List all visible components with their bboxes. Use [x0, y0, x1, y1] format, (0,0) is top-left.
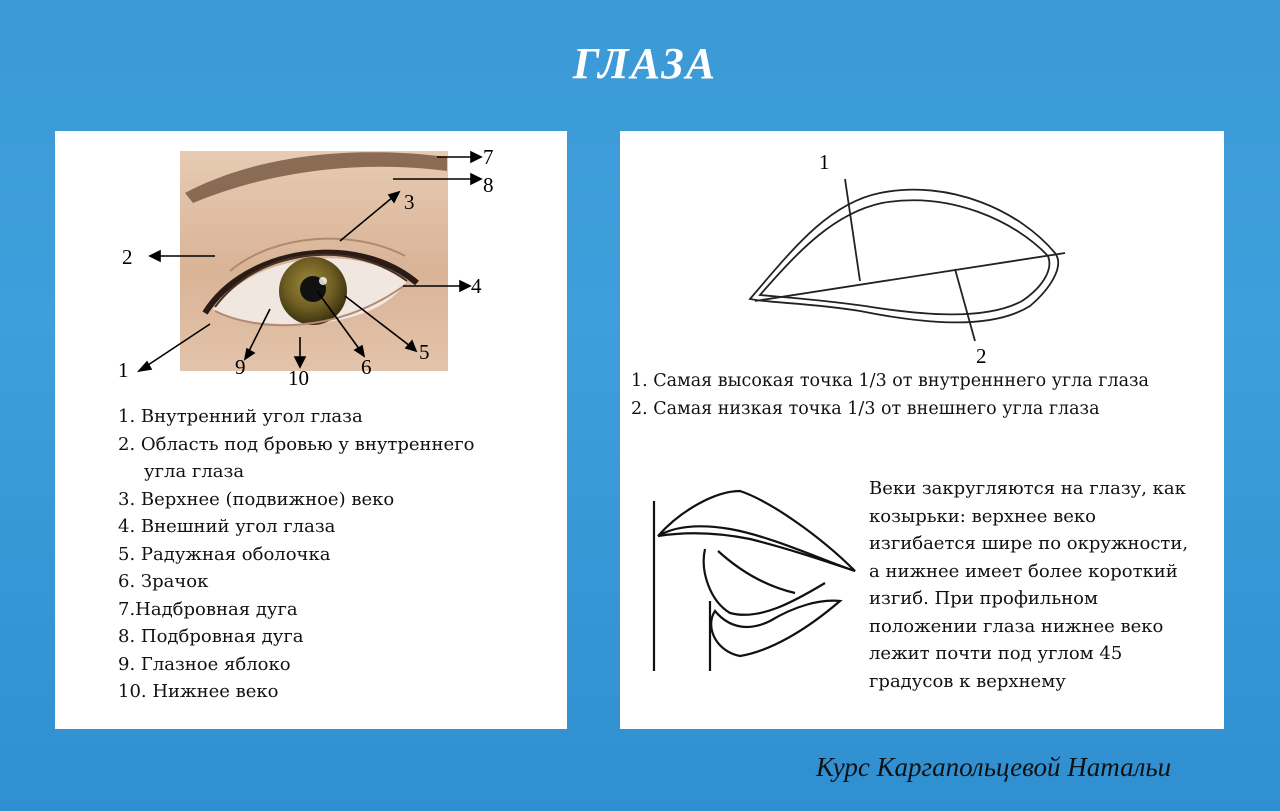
- description-line: изгиб. При профильном: [869, 588, 1098, 609]
- description-line: градусов к верхнему: [869, 670, 1066, 692]
- list-item: 2. Область под бровью у внутреннего: [118, 433, 475, 455]
- description-line: положении глаза нижнее веко: [869, 615, 1164, 637]
- course-credit: Курс Каргапольцевой Натальи: [816, 752, 1172, 782]
- eye-shape-panel: [620, 131, 1224, 729]
- photo-label-10: 10: [288, 366, 309, 390]
- eye-shape-notes: [631, 368, 1149, 423]
- diagram-label-1: 1: [819, 150, 830, 174]
- note-lowest-point: 2. Самая низкая точка 1/3 от внешнего угла глаза: [631, 398, 1100, 419]
- page-title: ГЛАЗА: [572, 39, 718, 88]
- list-item: 6. Зрачок: [118, 571, 209, 592]
- list-item: угла глаза: [144, 461, 245, 482]
- note-highest-point: 1. Самая высокая точка 1/3 от внутренннего угла глаза: [631, 371, 1149, 391]
- photo-label-8: 8: [483, 173, 494, 197]
- description-line: лежит почти под углом 45: [869, 643, 1123, 664]
- list-item: 10. Нижнее веко: [118, 681, 279, 702]
- photo-label-2: 2: [122, 245, 133, 269]
- description-line: козырьки: верхнее веко: [869, 505, 1096, 527]
- list-item: 1. Внутренний угол глаза: [118, 406, 363, 427]
- lowest-point-line: [955, 269, 975, 341]
- list-item: 9. Глазное яблоко: [118, 653, 291, 675]
- photo-label-5: 5: [419, 340, 430, 364]
- photo-label-6: 6: [361, 355, 372, 379]
- photo-label-4: 4: [471, 274, 482, 298]
- list-item: 3. Верхнее (подвижное) веко: [118, 488, 395, 510]
- description-line: изгибается шире по окружности,: [869, 533, 1189, 554]
- description-line: Веки закругляются на глазу, как: [869, 478, 1186, 499]
- eyelid-description: [869, 475, 1219, 695]
- eye-outline-inner: [760, 200, 1049, 314]
- photo-label-1: 1: [118, 358, 129, 382]
- list-item: 5. Радужная оболочка: [118, 543, 331, 565]
- photo-label-9: 9: [235, 355, 246, 379]
- eye-axis-line: [755, 253, 1065, 301]
- eyelid-profile-drawing: [654, 491, 855, 671]
- description-line: а нижнее имеет более короткий: [869, 560, 1178, 582]
- list-item: 7.Надбровная дуга: [118, 598, 298, 620]
- list-item: 4. Внешний угол глаза: [118, 516, 336, 537]
- eye-parts-list: [118, 403, 474, 706]
- diagram-label-2: 2: [976, 344, 987, 368]
- eye-anatomy-panel: [55, 131, 567, 729]
- photo-label-3: 3: [404, 190, 415, 214]
- photo-label-7: 7: [483, 145, 494, 169]
- highest-point-line: [845, 179, 860, 281]
- list-item: 8. Подбровная дуга: [118, 626, 304, 647]
